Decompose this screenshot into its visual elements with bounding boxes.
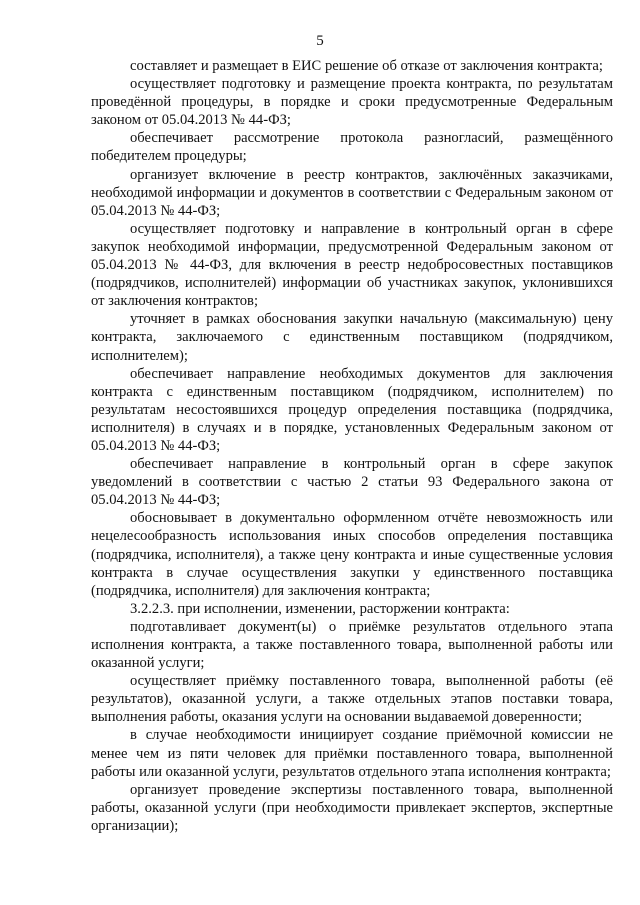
paragraph-sole-supplier-documents: обеспечивает направление необходимых документов для заключения контракта с единственным поставщиком (подрядчиком, исполнителем) по результатам несостоявшихся процедур определения поставщика (подрядчика, исполнителя) в случаях и в порядке, установленных Федеральным законом от 05.04.2013 № 44-ФЗ;: [91, 365, 613, 454]
paragraph-acceptance: осуществляет приёмку поставленного товара, выполненной работы (её результатов), оказанной услуги, а также отдельных этапов поставки товара, выполнения работы, оказания услуги на основании выдаваемой доверенности;: [91, 673, 613, 726]
paragraph-expertise: организует проведение экспертизы поставленного товара, выполненной работы, оказанной услуги (при необходимости привлекает экспертов, экспертные организации);: [91, 781, 613, 834]
paragraph-justification-report: обосновывает в документально оформленном отчёте невозможность или нецелесообразность использования иных способов определения поставщика (подрядчика, исполнителя), а также цену контракта и иные существенные условия контракта в случае осуществления закупки у единственного поставщика (подрядчика, исполнителя) для заключения контракта;: [91, 510, 613, 599]
paragraph-contract-registry: организует включение в реестр контрактов, заключённых заказчиками, необходимой информации и документов в соответствии с Федеральным законом от 05.04.2013 № 44-ФЗ;: [91, 166, 613, 219]
paragraph-initial-price: уточняет в рамках обоснования закупки начальную (максимальную) цену контракта, заключаемого с единственным поставщиком (подрядчиком, исполнителем);: [91, 311, 613, 364]
section-heading-3-2-2-3: 3.2.2.3. при исполнении, изменении, расторжении контракта:: [130, 600, 510, 617]
paragraph-disagreement-protocol: обеспечивает рассмотрение протокола разногласий, размещённого победителем процедуры;: [91, 130, 613, 165]
paragraph-contract-preparation: осуществляет подготовку и размещение проекта контракта, по результатам проведённой процедуры, в порядке и сроки предусмотренные Федеральным законом от 05.04.2013 № 44-ФЗ;: [91, 76, 613, 129]
page-number: 5: [316, 33, 324, 49]
paragraph-notifications: обеспечивает направление в контрольный орган в сфере закупок уведомлений в соответствии с частью 2 статьи 93 Федерального закона от 05.04.2013 № 44-ФЗ;: [91, 456, 613, 509]
paragraph-unfair-suppliers: осуществляет подготовку и направление в контрольный орган в сфере закупок необходимой информации, предусмотренной Федеральным законом от 05.04.2013 № 44-ФЗ, для включения в реестр недобросовестных поставщиков (подрядчиков, исполнителей) информации об участниках закупок, уклонившихся от заключения контрактов;: [91, 220, 613, 310]
document-body: [91, 57, 613, 835]
paragraph-acceptance-commission: в случае необходимости инициирует создание приёмочной комиссии не менее чем из пяти человек для приёмки поставленного товара, выполненной работы или оказанной услуги, результатов отдельного этапа исполнения контракта;: [91, 727, 613, 780]
paragraph-eis-refusal: составляет и размещает в ЕИС решение об отказе от заключения контракта;: [130, 58, 603, 74]
paragraph-acceptance-documents: подготавливает документ(ы) о приёмке результатов отдельного этапа исполнения контракта, а также поставленного товара, выполненной работы или оказанной услуги;: [91, 618, 613, 672]
